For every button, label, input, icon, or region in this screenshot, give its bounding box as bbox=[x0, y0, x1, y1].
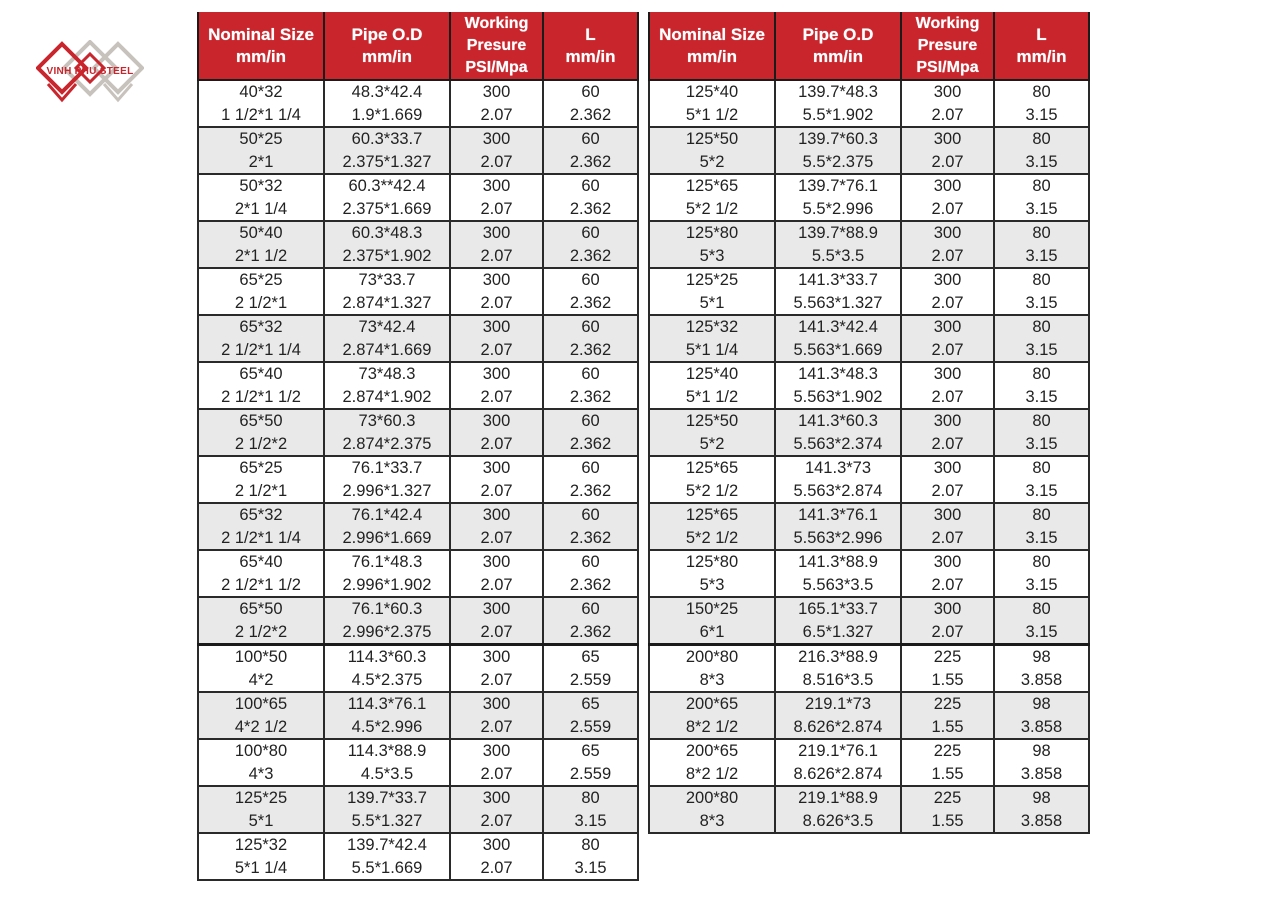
cell-length: 80 3.15 bbox=[994, 597, 1089, 645]
cell-pipe-od: 60.3*48.3 2.375*1.902 bbox=[324, 221, 450, 268]
cell-nominal-size: 125*50 5*2 bbox=[649, 127, 775, 174]
cell-nominal-size: 125*65 5*2 1/2 bbox=[649, 456, 775, 503]
header-length: L mm/in bbox=[543, 12, 638, 80]
table-row bbox=[198, 597, 638, 645]
cell-length: 80 3.15 bbox=[994, 503, 1089, 550]
cell-pipe-od: 139.7*42.4 5.5*1.669 bbox=[324, 833, 450, 880]
table-row bbox=[198, 362, 638, 409]
cell-working-pressure: 300 2.07 bbox=[450, 456, 543, 503]
cell-nominal-size: 50*25 2*1 bbox=[198, 127, 324, 174]
cell-nominal-size: 40*32 1 1/2*1 1/4 bbox=[198, 80, 324, 127]
table-body-left bbox=[198, 80, 638, 880]
cell-pipe-od: 219.1*73 8.626*2.874 bbox=[775, 692, 901, 739]
cell-pipe-od: 219.1*76.1 8.626*2.874 bbox=[775, 739, 901, 786]
table-row bbox=[198, 127, 638, 174]
cell-nominal-size: 150*25 6*1 bbox=[649, 597, 775, 645]
cell-pipe-od: 139.7*76.1 5.5*2.996 bbox=[775, 174, 901, 221]
cell-pipe-od: 141.3*42.4 5.563*1.669 bbox=[775, 315, 901, 362]
table-header-row bbox=[198, 12, 638, 80]
cell-working-pressure: 225 1.55 bbox=[901, 739, 994, 786]
cell-pipe-od: 165.1*33.7 6.5*1.327 bbox=[775, 597, 901, 645]
cell-working-pressure: 300 2.07 bbox=[450, 833, 543, 880]
cell-length: 80 3.15 bbox=[543, 786, 638, 833]
cell-nominal-size: 200*80 8*3 bbox=[649, 786, 775, 833]
cell-length: 80 3.15 bbox=[994, 315, 1089, 362]
cell-nominal-size: 200*80 8*3 bbox=[649, 645, 775, 693]
cell-length: 60 2.362 bbox=[543, 268, 638, 315]
cell-working-pressure: 300 2.07 bbox=[450, 221, 543, 268]
cell-working-pressure: 300 2.07 bbox=[450, 409, 543, 456]
table-row bbox=[649, 786, 1089, 833]
header-pipe-od: Pipe O.D mm/in bbox=[775, 12, 901, 80]
cell-pipe-od: 60.3*33.7 2.375*1.327 bbox=[324, 127, 450, 174]
cell-length: 60 2.362 bbox=[543, 362, 638, 409]
cell-pipe-od: 139.7*33.7 5.5*1.327 bbox=[324, 786, 450, 833]
cell-nominal-size: 125*50 5*2 bbox=[649, 409, 775, 456]
cell-length: 98 3.858 bbox=[994, 786, 1089, 833]
table-row bbox=[649, 409, 1089, 456]
cell-nominal-size: 100*50 4*2 bbox=[198, 645, 324, 693]
header-nominal-size: Nominal Size mm/in bbox=[649, 12, 775, 80]
cell-length: 65 2.559 bbox=[543, 739, 638, 786]
spec-table-right bbox=[648, 12, 1090, 834]
cell-pipe-od: 48.3*42.4 1.9*1.669 bbox=[324, 80, 450, 127]
cell-pipe-od: 141.3*60.3 5.563*2.374 bbox=[775, 409, 901, 456]
cell-length: 60 2.362 bbox=[543, 550, 638, 597]
cell-nominal-size: 125*32 5*1 1/4 bbox=[649, 315, 775, 362]
cell-length: 60 2.362 bbox=[543, 127, 638, 174]
table-row bbox=[649, 739, 1089, 786]
table-row bbox=[649, 692, 1089, 739]
cell-length: 80 3.15 bbox=[543, 833, 638, 880]
table-row bbox=[649, 315, 1089, 362]
cell-working-pressure: 225 1.55 bbox=[901, 645, 994, 693]
header-length: L mm/in bbox=[994, 12, 1089, 80]
cell-length: 98 3.858 bbox=[994, 692, 1089, 739]
cell-nominal-size: 65*32 2 1/2*1 1/4 bbox=[198, 503, 324, 550]
cell-pipe-od: 219.1*88.9 8.626*3.5 bbox=[775, 786, 901, 833]
cell-working-pressure: 300 2.07 bbox=[901, 221, 994, 268]
cell-length: 80 3.15 bbox=[994, 550, 1089, 597]
cell-working-pressure: 300 2.07 bbox=[450, 786, 543, 833]
table-row bbox=[649, 268, 1089, 315]
cell-length: 80 3.15 bbox=[994, 127, 1089, 174]
cell-pipe-od: 141.3*33.7 5.563*1.327 bbox=[775, 268, 901, 315]
cell-length: 60 2.362 bbox=[543, 80, 638, 127]
table-row bbox=[649, 503, 1089, 550]
cell-pipe-od: 76.1*33.7 2.996*1.327 bbox=[324, 456, 450, 503]
cell-length: 80 3.15 bbox=[994, 80, 1089, 127]
spec-table-left bbox=[197, 12, 639, 881]
table-row bbox=[198, 833, 638, 880]
cell-length: 80 3.15 bbox=[994, 221, 1089, 268]
cell-length: 80 3.15 bbox=[994, 456, 1089, 503]
header-working-pressure: Working Presure PSI/Mpa bbox=[901, 12, 994, 80]
header-pipe-od: Pipe O.D mm/in bbox=[324, 12, 450, 80]
cell-pipe-od: 141.3*88.9 5.563*3.5 bbox=[775, 550, 901, 597]
cell-pipe-od: 76.1*60.3 2.996*2.375 bbox=[324, 597, 450, 645]
cell-length: 98 3.858 bbox=[994, 739, 1089, 786]
cell-working-pressure: 300 2.07 bbox=[450, 692, 543, 739]
cell-length: 65 2.559 bbox=[543, 645, 638, 693]
cell-working-pressure: 300 2.07 bbox=[901, 503, 994, 550]
cell-nominal-size: 125*80 5*3 bbox=[649, 550, 775, 597]
table-row bbox=[649, 645, 1089, 693]
cell-pipe-od: 139.7*60.3 5.5*2.375 bbox=[775, 127, 901, 174]
cell-length: 60 2.362 bbox=[543, 174, 638, 221]
cell-length: 98 3.858 bbox=[994, 645, 1089, 693]
cell-working-pressure: 300 2.07 bbox=[901, 315, 994, 362]
cell-working-pressure: 300 2.07 bbox=[901, 597, 994, 645]
cell-pipe-od: 76.1*42.4 2.996*1.669 bbox=[324, 503, 450, 550]
cell-length: 60 2.362 bbox=[543, 315, 638, 362]
cell-working-pressure: 300 2.07 bbox=[901, 456, 994, 503]
table-row bbox=[649, 221, 1089, 268]
cell-nominal-size: 100*65 4*2 1/2 bbox=[198, 692, 324, 739]
cell-nominal-size: 200*65 8*2 1/2 bbox=[649, 692, 775, 739]
cell-nominal-size: 125*32 5*1 1/4 bbox=[198, 833, 324, 880]
cell-pipe-od: 76.1*48.3 2.996*1.902 bbox=[324, 550, 450, 597]
cell-length: 80 3.15 bbox=[994, 409, 1089, 456]
cell-length: 80 3.15 bbox=[994, 362, 1089, 409]
cell-length: 60 2.362 bbox=[543, 221, 638, 268]
cell-pipe-od: 73*33.7 2.874*1.327 bbox=[324, 268, 450, 315]
cell-working-pressure: 300 2.07 bbox=[450, 645, 543, 693]
cell-pipe-od: 141.3*76.1 5.563*2.996 bbox=[775, 503, 901, 550]
brand-logo bbox=[36, 40, 144, 108]
cell-working-pressure: 225 1.55 bbox=[901, 692, 994, 739]
cell-nominal-size: 50*40 2*1 1/2 bbox=[198, 221, 324, 268]
cell-pipe-od: 139.7*48.3 5.5*1.902 bbox=[775, 80, 901, 127]
table-row bbox=[198, 409, 638, 456]
cell-working-pressure: 300 2.07 bbox=[450, 80, 543, 127]
cell-pipe-od: 73*42.4 2.874*1.669 bbox=[324, 315, 450, 362]
cell-pipe-od: 114.3*88.9 4.5*3.5 bbox=[324, 739, 450, 786]
cell-length: 60 2.362 bbox=[543, 597, 638, 645]
table-row bbox=[198, 268, 638, 315]
cell-working-pressure: 300 2.07 bbox=[450, 315, 543, 362]
cell-nominal-size: 125*65 5*2 1/2 bbox=[649, 503, 775, 550]
cell-working-pressure: 300 2.07 bbox=[901, 362, 994, 409]
cell-pipe-od: 141.3*73 5.563*2.874 bbox=[775, 456, 901, 503]
cell-nominal-size: 125*40 5*1 1/2 bbox=[649, 80, 775, 127]
table-row bbox=[198, 456, 638, 503]
cell-working-pressure: 300 2.07 bbox=[450, 597, 543, 645]
table-row bbox=[198, 174, 638, 221]
cell-pipe-od: 114.3*76.1 4.5*2.996 bbox=[324, 692, 450, 739]
cell-length: 60 2.362 bbox=[543, 503, 638, 550]
cell-working-pressure: 300 2.07 bbox=[450, 268, 543, 315]
cell-length: 60 2.362 bbox=[543, 409, 638, 456]
cell-length: 65 2.559 bbox=[543, 692, 638, 739]
cell-length: 80 3.15 bbox=[994, 174, 1089, 221]
header-working-pressure: Working Presure PSI/Mpa bbox=[450, 12, 543, 80]
cell-working-pressure: 300 2.07 bbox=[901, 127, 994, 174]
table-row bbox=[198, 645, 638, 693]
cell-working-pressure: 300 2.07 bbox=[901, 174, 994, 221]
cell-pipe-od: 139.7*88.9 5.5*3.5 bbox=[775, 221, 901, 268]
cell-working-pressure: 300 2.07 bbox=[901, 268, 994, 315]
table-row bbox=[198, 692, 638, 739]
cell-nominal-size: 125*25 5*1 bbox=[649, 268, 775, 315]
table-row bbox=[649, 362, 1089, 409]
table-row bbox=[198, 786, 638, 833]
cell-working-pressure: 300 2.07 bbox=[901, 409, 994, 456]
cell-pipe-od: 60.3**42.4 2.375*1.669 bbox=[324, 174, 450, 221]
cell-nominal-size: 125*80 5*3 bbox=[649, 221, 775, 268]
cell-nominal-size: 125*65 5*2 1/2 bbox=[649, 174, 775, 221]
cell-working-pressure: 300 2.07 bbox=[901, 550, 994, 597]
table-body-right bbox=[649, 80, 1089, 833]
cell-working-pressure: 300 2.07 bbox=[450, 174, 543, 221]
cell-nominal-size: 65*40 2 1/2*1 1/2 bbox=[198, 550, 324, 597]
cell-nominal-size: 65*25 2 1/2*1 bbox=[198, 268, 324, 315]
table-row bbox=[198, 503, 638, 550]
cell-nominal-size: 125*25 5*1 bbox=[198, 786, 324, 833]
table-row bbox=[198, 550, 638, 597]
table-header-row bbox=[649, 12, 1089, 80]
cell-nominal-size: 65*50 2 1/2*2 bbox=[198, 409, 324, 456]
cell-pipe-od: 73*60.3 2.874*2.375 bbox=[324, 409, 450, 456]
cell-nominal-size: 50*32 2*1 1/4 bbox=[198, 174, 324, 221]
cell-nominal-size: 125*40 5*1 1/2 bbox=[649, 362, 775, 409]
cell-pipe-od: 114.3*60.3 4.5*2.375 bbox=[324, 645, 450, 693]
table-row bbox=[198, 315, 638, 362]
cell-working-pressure: 300 2.07 bbox=[450, 362, 543, 409]
header-nominal-size: Nominal Size mm/in bbox=[198, 12, 324, 80]
cell-length: 80 3.15 bbox=[994, 268, 1089, 315]
table-row bbox=[649, 456, 1089, 503]
table-row bbox=[649, 174, 1089, 221]
cell-working-pressure: 300 2.07 bbox=[450, 503, 543, 550]
cell-working-pressure: 300 2.07 bbox=[901, 80, 994, 127]
cell-nominal-size: 100*80 4*3 bbox=[198, 739, 324, 786]
cell-nominal-size: 65*32 2 1/2*1 1/4 bbox=[198, 315, 324, 362]
cell-length: 60 2.362 bbox=[543, 456, 638, 503]
cell-pipe-od: 216.3*88.9 8.516*3.5 bbox=[775, 645, 901, 693]
table-row bbox=[649, 127, 1089, 174]
table-row bbox=[649, 597, 1089, 645]
cell-working-pressure: 300 2.07 bbox=[450, 550, 543, 597]
cell-nominal-size: 65*25 2 1/2*1 bbox=[198, 456, 324, 503]
cell-pipe-od: 73*48.3 2.874*1.902 bbox=[324, 362, 450, 409]
table-row bbox=[198, 80, 638, 127]
table-row bbox=[649, 550, 1089, 597]
logo-text: VINH PHU STEEL bbox=[46, 66, 134, 77]
cell-working-pressure: 300 2.07 bbox=[450, 739, 543, 786]
table-row bbox=[649, 80, 1089, 127]
cell-nominal-size: 200*65 8*2 1/2 bbox=[649, 739, 775, 786]
cell-pipe-od: 141.3*48.3 5.563*1.902 bbox=[775, 362, 901, 409]
cell-nominal-size: 65*40 2 1/2*1 1/2 bbox=[198, 362, 324, 409]
cell-working-pressure: 300 2.07 bbox=[450, 127, 543, 174]
cell-working-pressure: 225 1.55 bbox=[901, 786, 994, 833]
cell-nominal-size: 65*50 2 1/2*2 bbox=[198, 597, 324, 645]
table-row bbox=[198, 739, 638, 786]
table-row bbox=[198, 221, 638, 268]
